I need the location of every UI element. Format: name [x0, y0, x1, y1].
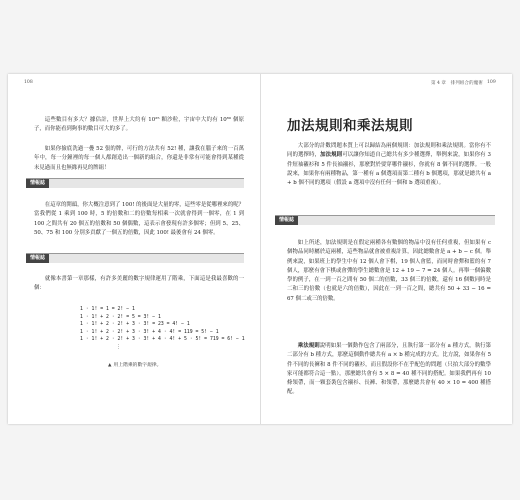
paragraph-text: 可以讓你知道自己總共有多少種選擇，舉例來說，如果你有 3 件短袖襯衫和 5 件長袖襯衫，那麼對於要穿哪件襯衫，你就有 8 個不同的選擇。一般說來，如果你有兩種物品，第一種有 a 個選項而第二種有 b 個選項，那就是總共有 a + b 個不同的選項（假設 a 選項中沒有任何一個和 b 選項重複）。 [287, 152, 491, 187]
equation-line: 1 · 1! + 2 · 2! + 3 · 3! = 23 = 4! − 1 [80, 322, 190, 327]
equation-line: 1 · 1! = 1 = 2! − 1 [80, 307, 135, 312]
info-box-label: 情報誌 [275, 216, 298, 225]
equation-line: 1 · 1! + 2 · 2! = 5 = 3! − 1 [80, 314, 161, 320]
multiplication-rule-term: 乘法規則 [297, 343, 320, 349]
equation-ellipsis: ⋮ [116, 344, 121, 350]
running-head: 第 4 章 排列組合的魔術 [431, 81, 483, 86]
right-paragraph-1 [287, 142, 491, 188]
addition-rule-term: 加法規則 [320, 152, 343, 159]
right-page [261, 74, 512, 424]
figure-caption [108, 361, 161, 368]
left-page-number: 108 [24, 80, 33, 85]
right-paragraph-3 [287, 342, 491, 398]
info-box-label: 情報誌 [26, 179, 49, 188]
caption-triangle-icon: ▲ [108, 363, 112, 368]
paragraph-text: 說明如果一個動作包含了兩部分，且執行第一部分有 a 種方式，執行第二部分有 b 種方式，那麼這個動作總共有 a × b 種完成的方式。比方說，如果你有 5 件不同的長褲和 8 件不同的襯衫，而且假設你不在乎配色的問題（只拍大部分的數學家可能都符合這一點），那麼總共會有 5 × 8 = 40 種不同的搭配。如果我們再有 10 條領帶，而一顆套裝包含襯衫、長褲、和領帶，那麼總共會有 40 × 10 = 400 種搭配。 [287, 343, 491, 396]
caption-text: 用上階乘的數字規律。 [113, 363, 162, 368]
equation-line: 1 · 1! + 2 · 2! + 3 · 3! + 4 · 4! + 5 · 5! = 719 = 6! − 1 [80, 337, 245, 342]
info-box-header-1 [26, 178, 244, 188]
right-page-number: 109 [487, 80, 496, 85]
left-paragraph-2: 如果你撿底洗過一疊 52 張的牌，可行的方法共有 52! 種，讓我在腦子來的一百萬年中，每一分鐘裡的每一個人都創造出一個新的組合，你還是非常有可能會得到某種從未見過而且也無緣再見的牌組！ [34, 146, 244, 171]
equation-line: 1 · 1! + 2 · 2! + 3 · 3! + 4 · 4! = 119 = 5! − 1 [80, 329, 219, 335]
factorial-equations [80, 306, 245, 351]
info-box-label: 情報誌 [26, 254, 49, 263]
left-paragraph-3: 在這章的開頭，你大概注意到了 100! 的後面是大量的零，這些零是從哪裡來的呢？當我們從 1 乘到 100 時，5 的倍數和二的倍數每相乘一次就會得到一個零，在 1 到 100 之間共有 20 個五的倍數和 50 個偶數，這表示會發現有許多個零；但到 5、25、50、75 和 100 分別多貢獻了一個五的倍數，因此 100! 最後會有 24 個零。 [34, 202, 244, 236]
left-page [8, 74, 260, 424]
left-paragraph-4: 就像本書第一章那樣，有許多美麗的數字規律運用了階乘，下面這是我最喜歡的一個： [34, 276, 244, 292]
left-paragraph-1: 這些數目有多大？據估計，世界上大約有 10²⁵ 顆沙粒，宇宙中大約有 10⁸⁰ 個原子，而你能看到夠事的數目可大的多了。 [34, 117, 244, 133]
right-paragraph-2: 如上所述，加法規則是在假定兩種各有數個的物品中沒有任何重複，但如果有 c 個物品同時屬於這兩種，這些物品就會被重複計算，因此總數會是 a + b − c 個。舉例來說，如果班上的學生中有 12 個人會下棋，19 個人會籃，而同時會彈和籃的有 7 個人，那麼有會下棋或會彈的學生總數會是 12 + 19 − 7 = 24 個人。再舉一個偏數學的例子，在一到一百之間有 50 個二的倍數，33 個三的倍數，還有 16 個數同時是二和三的倍數（也就是六的倍數），因此在一到一百之間，總共有 50 + 33 − 16 = 67 個二或三的倍數。 [287, 240, 491, 302]
paragraph-text: 大部分的計數問題本質上可以歸結為兩個規則：加法規則和乘法規則。當你有不同的選擇時， [287, 143, 491, 159]
info-box-header-3 [275, 215, 495, 225]
info-box-header-2 [26, 253, 244, 263]
section-title: 加法規則和乘法規則 [287, 118, 413, 134]
book-spread [8, 74, 512, 424]
